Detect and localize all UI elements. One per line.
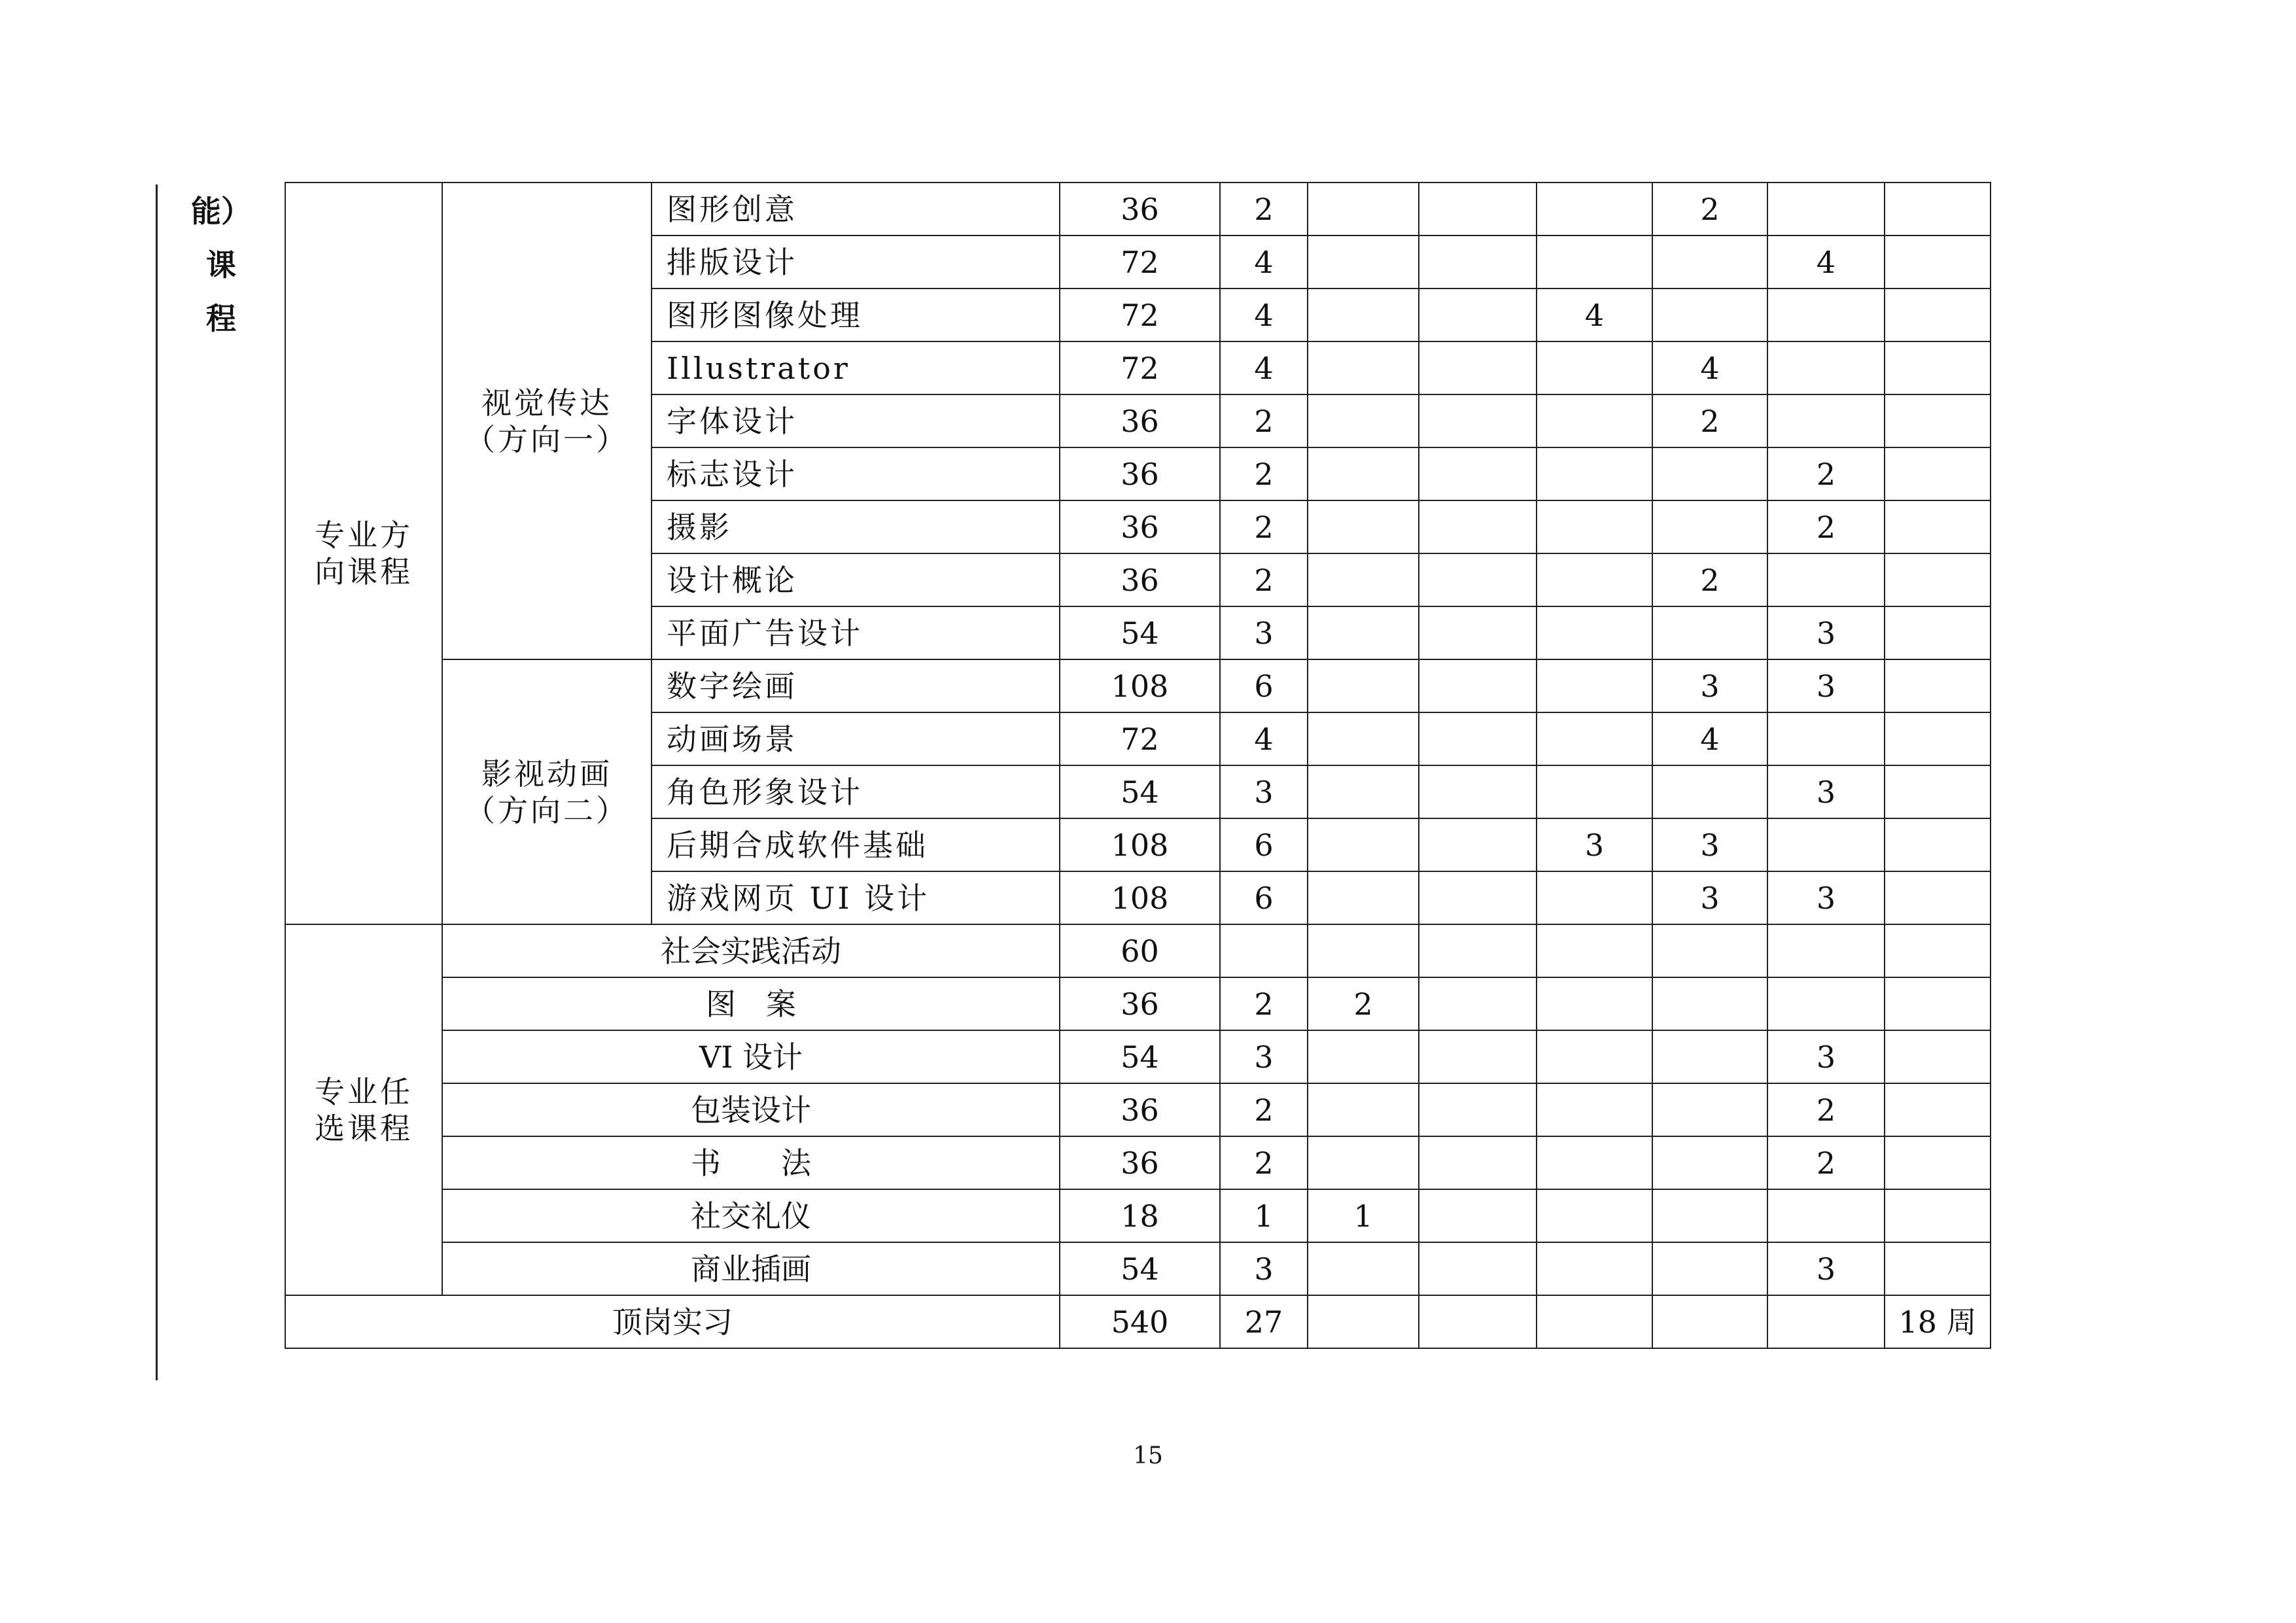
semester-4-cell [1652,288,1767,341]
credits-cell: 2 [1220,1136,1308,1189]
course-name-cell: 游戏网页 UI 设计 [652,871,1060,924]
semester-2-cell [1419,818,1537,871]
credits-cell: 3 [1220,1030,1308,1083]
semester-1-cell [1308,183,1419,236]
semester-2-cell [1419,977,1537,1030]
hours-cell: 540 [1060,1295,1220,1348]
semester-1-cell [1308,1030,1419,1083]
semester-2-cell [1419,765,1537,818]
table-row [285,1189,1991,1242]
semester-6-cell [1885,288,1991,341]
semester-5-cell [1767,183,1885,236]
semester-5-cell [1767,394,1885,447]
semester-1-cell [1308,765,1419,818]
hours-cell: 72 [1060,712,1220,765]
hours-cell: 72 [1060,288,1220,341]
semester-3-cell [1537,500,1652,553]
semester-4-cell: 2 [1652,553,1767,606]
credits-cell: 4 [1220,236,1308,288]
semester-4-cell [1652,1242,1767,1295]
course-table [285,182,1991,1349]
credits-cell: 2 [1220,977,1308,1030]
course-name-cell: 摄影 [652,500,1060,553]
category-label-line-2: 课 [206,247,236,283]
hours-cell: 18 [1060,1189,1220,1242]
elective-course-group [285,924,442,1295]
course-name-cell: 包装设计 [442,1083,1060,1136]
course-name-cell: 书 法 [442,1136,1060,1189]
semester-2-cell [1419,924,1537,977]
semester-5-cell: 3 [1767,659,1885,712]
semester-5-cell [1767,712,1885,765]
visual-communication-group [442,183,652,659]
hours-cell: 72 [1060,236,1220,288]
semester-5-cell: 2 [1767,447,1885,500]
credits-cell: 2 [1220,447,1308,500]
course-category-label [157,184,285,345]
semester-1-cell: 2 [1308,977,1419,1030]
semester-5-cell: 2 [1767,1136,1885,1189]
course-name-cell: 图 案 [442,977,1060,1030]
semester-1-cell [1308,818,1419,871]
semester-3-cell [1537,659,1652,712]
semester-6-cell [1885,1083,1991,1136]
semester-2-cell [1419,183,1537,236]
credits-cell: 1 [1220,1189,1308,1242]
semester-5-cell: 3 [1767,765,1885,818]
semester-3-cell [1537,1189,1652,1242]
hours-cell: 108 [1060,659,1220,712]
hours-cell: 60 [1060,924,1220,977]
credits-cell: 4 [1220,341,1308,394]
semester-4-cell [1652,1189,1767,1242]
semester-3-cell [1537,183,1652,236]
course-name-cell: VI 设计 [442,1030,1060,1083]
course-name-cell: 社交礼仪 [442,1189,1060,1242]
semester-2-cell [1419,1189,1537,1242]
semester-4-cell [1652,447,1767,500]
semester-1-cell [1308,288,1419,341]
hours-cell: 54 [1060,765,1220,818]
course-name-cell: 标志设计 [652,447,1060,500]
semester-5-cell [1767,1189,1885,1242]
course-name-cell: 角色形象设计 [652,765,1060,818]
credits-cell: 3 [1220,765,1308,818]
semester-2-cell [1419,447,1537,500]
semester-4-cell: 3 [1652,871,1767,924]
credits-cell: 3 [1220,1242,1308,1295]
semester-3-cell [1537,606,1652,659]
table-row [285,924,1991,977]
semester-6-cell [1885,394,1991,447]
hours-cell: 108 [1060,871,1220,924]
semester-2-cell [1419,1242,1537,1295]
visual-communication-group-line1: 视觉传达 [481,385,612,421]
semester-2-cell [1419,1136,1537,1189]
hours-cell: 36 [1060,553,1220,606]
credits-cell: 2 [1220,394,1308,447]
table-row [285,1083,1991,1136]
semester-2-cell [1419,500,1537,553]
course-name-cell: 后期合成软件基础 [652,818,1060,871]
semester-3-cell [1537,1136,1652,1189]
hours-cell: 54 [1060,1030,1220,1083]
semester-5-cell [1767,924,1885,977]
semester-5-cell [1767,341,1885,394]
animation-group [442,659,652,924]
semester-1-cell [1308,712,1419,765]
semester-4-cell: 3 [1652,659,1767,712]
semester-1-cell: 1 [1308,1189,1419,1242]
semester-2-cell [1419,288,1537,341]
semester-2-cell [1419,341,1537,394]
semester-4-cell [1652,1030,1767,1083]
semester-1-cell [1308,871,1419,924]
semester-1-cell [1308,659,1419,712]
semester-1-cell [1308,1136,1419,1189]
semester-3-cell [1537,1030,1652,1083]
course-name-cell: 顶岗实习 [285,1295,1060,1348]
credits-cell: 4 [1220,288,1308,341]
semester-6-cell [1885,553,1991,606]
visual-communication-group-line2: （方向一） [465,421,629,457]
semester-6-cell: 18 周 [1885,1295,1991,1348]
semester-1-cell [1308,1242,1419,1295]
semester-6-cell [1885,659,1991,712]
semester-2-cell [1419,606,1537,659]
category-label-line-1: 能） [191,194,251,229]
semester-5-cell [1767,977,1885,1030]
semester-2-cell [1419,1030,1537,1083]
semester-5-cell [1767,818,1885,871]
hours-cell: 36 [1060,447,1220,500]
semester-6-cell [1885,1030,1991,1083]
credits-cell: 2 [1220,553,1308,606]
semester-3-cell [1537,447,1652,500]
semester-2-cell [1419,712,1537,765]
semester-3-cell [1537,1295,1652,1348]
credits-cell: 2 [1220,500,1308,553]
semester-6-cell [1885,1136,1991,1189]
semester-6-cell [1885,871,1991,924]
semester-3-cell [1537,1242,1652,1295]
semester-6-cell [1885,341,1991,394]
semester-4-cell: 2 [1652,183,1767,236]
semester-3-cell [1537,712,1652,765]
credits-cell: 4 [1220,712,1308,765]
semester-3-cell [1537,1083,1652,1136]
semester-5-cell [1767,553,1885,606]
semester-6-cell [1885,1242,1991,1295]
hours-cell: 108 [1060,818,1220,871]
semester-5-cell: 3 [1767,871,1885,924]
semester-1-cell [1308,236,1419,288]
semester-1-cell [1308,553,1419,606]
semester-1-cell [1308,1083,1419,1136]
table-row [285,659,1991,712]
semester-6-cell [1885,924,1991,977]
semester-4-cell [1652,1295,1767,1348]
semester-1-cell [1308,341,1419,394]
semester-3-cell [1537,765,1652,818]
semester-4-cell [1652,924,1767,977]
semester-6-cell [1885,500,1991,553]
course-name-cell: 动画场景 [652,712,1060,765]
table-row [285,1136,1991,1189]
table-row [285,183,1991,236]
credits-cell: 6 [1220,871,1308,924]
semester-5-cell: 3 [1767,1242,1885,1295]
semester-6-cell [1885,818,1991,871]
semester-5-cell: 2 [1767,500,1885,553]
semester-1-cell [1308,500,1419,553]
semester-5-cell: 4 [1767,236,1885,288]
credits-cell: 3 [1220,606,1308,659]
credits-cell: 6 [1220,659,1308,712]
course-name-cell: 社会实践活动 [442,924,1060,977]
semester-4-cell: 3 [1652,818,1767,871]
course-name-cell: 商业插画 [442,1242,1060,1295]
course-name-cell: 图形创意 [652,183,1060,236]
course-name-cell: 设计概论 [652,553,1060,606]
table-row [285,1242,1991,1295]
hours-cell: 36 [1060,394,1220,447]
semester-6-cell [1885,977,1991,1030]
credits-cell: 6 [1220,818,1308,871]
semester-5-cell: 2 [1767,1083,1885,1136]
semester-1-cell [1308,1295,1419,1348]
hours-cell: 36 [1060,1136,1220,1189]
hours-cell: 36 [1060,183,1220,236]
semester-5-cell: 3 [1767,606,1885,659]
course-name-cell: 图形图像处理 [652,288,1060,341]
semester-6-cell [1885,447,1991,500]
semester-4-cell [1652,606,1767,659]
semester-3-cell [1537,553,1652,606]
category-label-line-3: 程 [206,301,236,336]
hours-cell: 54 [1060,1242,1220,1295]
semester-3-cell [1537,871,1652,924]
page-number: 15 [1133,1442,1163,1469]
direction-course-group [285,183,442,924]
table-row [285,1030,1991,1083]
semester-3-cell [1537,924,1652,977]
semester-4-cell: 2 [1652,394,1767,447]
semester-2-cell [1419,659,1537,712]
semester-6-cell [1885,236,1991,288]
semester-5-cell [1767,288,1885,341]
hours-cell: 72 [1060,341,1220,394]
semester-1-cell [1308,447,1419,500]
semester-4-cell [1652,977,1767,1030]
semester-4-cell [1652,1136,1767,1189]
elective-course-group-line1: 专业任 [315,1073,413,1109]
semester-4-cell [1652,236,1767,288]
hours-cell: 36 [1060,500,1220,553]
credits-cell [1220,924,1308,977]
semester-6-cell [1885,765,1991,818]
semester-4-cell: 4 [1652,712,1767,765]
semester-6-cell [1885,183,1991,236]
semester-6-cell [1885,712,1991,765]
course-name-cell: Illustrator [652,341,1060,394]
semester-6-cell [1885,606,1991,659]
semester-2-cell [1419,871,1537,924]
semester-4-cell: 4 [1652,341,1767,394]
semester-3-cell: 4 [1537,288,1652,341]
semester-4-cell [1652,765,1767,818]
animation-group-line2: （方向二） [465,792,629,828]
credits-cell: 2 [1220,183,1308,236]
course-name-cell: 排版设计 [652,236,1060,288]
left-border-line [156,184,158,1380]
animation-group-line1: 影视动画 [481,756,612,792]
semester-2-cell [1419,553,1537,606]
course-name-cell: 字体设计 [652,394,1060,447]
hours-cell: 36 [1060,1083,1220,1136]
course-name-cell: 平面广告设计 [652,606,1060,659]
course-name-cell: 数字绘画 [652,659,1060,712]
semester-2-cell [1419,1295,1537,1348]
semester-2-cell [1419,1083,1537,1136]
semester-1-cell [1308,394,1419,447]
credits-cell: 27 [1220,1295,1308,1348]
semester-4-cell [1652,1083,1767,1136]
credits-cell: 2 [1220,1083,1308,1136]
semester-3-cell [1537,236,1652,288]
semester-3-cell [1537,394,1652,447]
semester-4-cell [1652,500,1767,553]
semester-3-cell [1537,977,1652,1030]
semester-1-cell [1308,924,1419,977]
table-row [285,1295,1991,1348]
table-row [285,977,1991,1030]
semester-5-cell [1767,1295,1885,1348]
elective-course-group-line2: 选课程 [315,1110,413,1146]
hours-cell: 54 [1060,606,1220,659]
semester-2-cell [1419,236,1537,288]
semester-6-cell [1885,1189,1991,1242]
semester-3-cell [1537,341,1652,394]
hours-cell: 36 [1060,977,1220,1030]
semester-5-cell: 3 [1767,1030,1885,1083]
direction-course-group-line1: 专业方 [315,517,413,553]
direction-course-group-line2: 向课程 [315,554,413,589]
semester-3-cell: 3 [1537,818,1652,871]
semester-1-cell [1308,606,1419,659]
semester-2-cell [1419,394,1537,447]
